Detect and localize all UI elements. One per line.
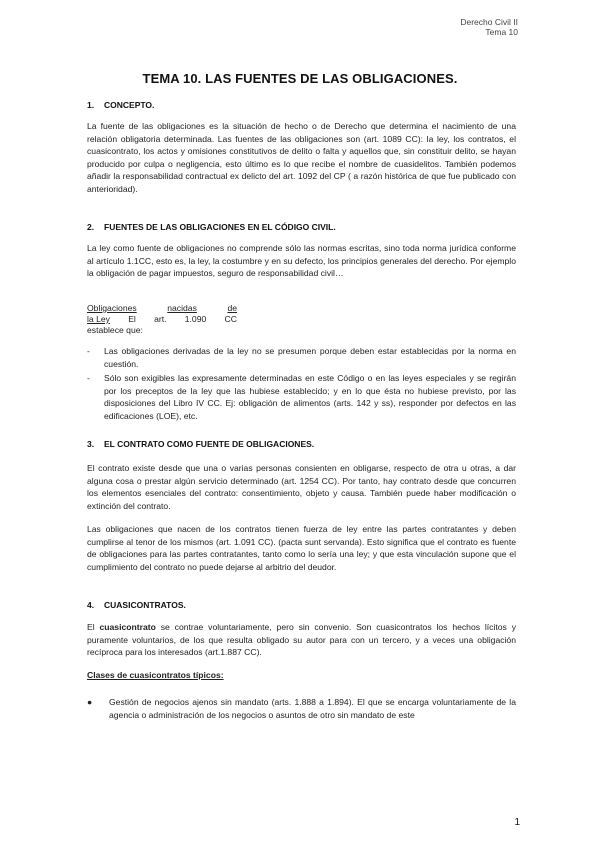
section-3-paragraph-2: Las obligaciones que nacen de los contratos tienen fuerza de ley entre las partes contratantes y deben cumplirse al tenor de los mismos (art. 1.091 CC). (pacta sunt servanda). Esto significa que el contrato es fuente de obligaciones para las partes contratantes, tanto como lo sería una ley; y que esta vinculación supone que el cumplimiento del contrato no puede dejarse al arbitrio del deudor.: [87, 524, 516, 572]
section-title: FUENTES DE LAS OBLIGACIONES EN EL CÓDIGO CIVIL.: [104, 222, 336, 232]
dash-marker: -: [87, 346, 90, 356]
header-course: Derecho Civil II: [460, 17, 518, 27]
list-item: [87, 345, 516, 370]
dash-marker: -: [87, 373, 90, 383]
oblig-word: 1.090: [184, 313, 207, 324]
section-4-heading: [87, 600, 186, 610]
oblig-word: de: [227, 303, 237, 313]
oblig-word: art.: [154, 313, 167, 324]
section-4-paragraph: [87, 621, 516, 659]
oblig-line: establece que:: [87, 324, 143, 335]
section-number: 1.: [87, 100, 95, 110]
section-number: 3.: [87, 439, 95, 449]
list-item: [87, 372, 516, 422]
section-1-paragraph: La fuente de las obligaciones es la situación de hecho o de Derecho que determina el nacimiento de una relación obligatoria determinada. Las fuentes de las obligaciones son (art. 1089 CC): la ley, los contratos, el cuasicontrato, los actos y omisiones constitutivos de delito o falta y aquellos que, sin constituir delito, se hayan producido por culpa o negligencia, esto último es lo que recibe el nombre de cuasidelitos. También podemos añadir la responsabilidad contractual ex delicto del art. 1092 del CP ( a razón histórica de que fue publicado con anterioridad).: [87, 121, 516, 194]
section-2-heading: [87, 222, 336, 232]
oblig-word: El: [128, 313, 136, 324]
list-item-text: Las obligaciones derivadas de la ley no se presumen porque deben estar establecidas por la norma en cuestión.: [104, 346, 516, 369]
oblig-word: la Ley: [87, 313, 110, 324]
subheading-quasi-contract-types: Clases de cuasicontratos típicos:: [87, 670, 224, 680]
section-number: 4.: [87, 600, 95, 610]
page-number: 1: [514, 817, 520, 828]
section-title: CUASICONTRATOS.: [104, 600, 186, 610]
list-item: [87, 696, 516, 721]
text-run: El: [87, 622, 100, 632]
oblig-word: Obligaciones: [87, 303, 137, 313]
bullet-icon: ●: [87, 697, 93, 707]
text-run: se contrae voluntariamente, pero sin convenio. Son cuasicontratos los hechos lícitos y puramente voluntarios, de los que resulta obligado su autor para con un tercero, y a veces una obligación recíproca para los interesados (art.1.887 CC).: [87, 622, 517, 658]
section-title: CONCEPTO.: [104, 100, 155, 110]
obligations-by-law-block: [87, 303, 237, 335]
section-3-heading: [87, 439, 314, 449]
page-header: [460, 17, 518, 37]
oblig-word: CC: [224, 313, 237, 324]
document-title: TEMA 10. LAS FUENTES DE LAS OBLIGACIONES.: [142, 71, 458, 86]
section-2-paragraph: La ley como fuente de obligaciones no comprende sólo las normas escritas, sino toda norma jurídica conforme al artículo 1.1CC, esto es, la ley, la costumbre y en su defecto, los principios generales del derecho. Por ejemplo la obligación de pagar impuestos, seguro de responsabilidad civil…: [87, 243, 516, 279]
section-1-heading: [87, 100, 154, 110]
oblig-word: nacidas: [167, 303, 197, 313]
list-item-text: Sólo son exigibles las expresamente determinadas en este Código o en las leyes especiales y se regirán por los preceptos de la ley que las hubiese establecido; y en lo que ésta no hubiese previsto, por las disposiciones del Libro IV CC. Ej: obligación de alimentos (arts. 142 y ss), responder por defectos en las edificaciones (LOE), etc.: [104, 373, 516, 421]
list-item-text: Gestión de negocios ajenos sin mandato (arts. 1.888 a 1.894). El que se encarga voluntariamente de la agencia o administración de los negocios o asuntos de otro sin mandato de este: [109, 697, 516, 720]
section-number: 2.: [87, 222, 95, 232]
section-3-paragraph-1: El contrato existe desde que una o varias personas consienten en obligarse, respecto de otra u otras, a dar alguna cosa o prestar algún servicio determinado (art. 1254 CC). Por tanto, hay contrato desde que concurren los elementos esenciales del contrato: consentimiento, objeto y causa. También puede haber modificación o extinción del contrato.: [87, 463, 516, 511]
bold-term: cuasicontrato: [99, 622, 156, 632]
section-title: EL CONTRATO COMO FUENTE DE OBLIGACIONES.: [104, 439, 315, 449]
header-topic: Tema 10: [485, 27, 518, 37]
